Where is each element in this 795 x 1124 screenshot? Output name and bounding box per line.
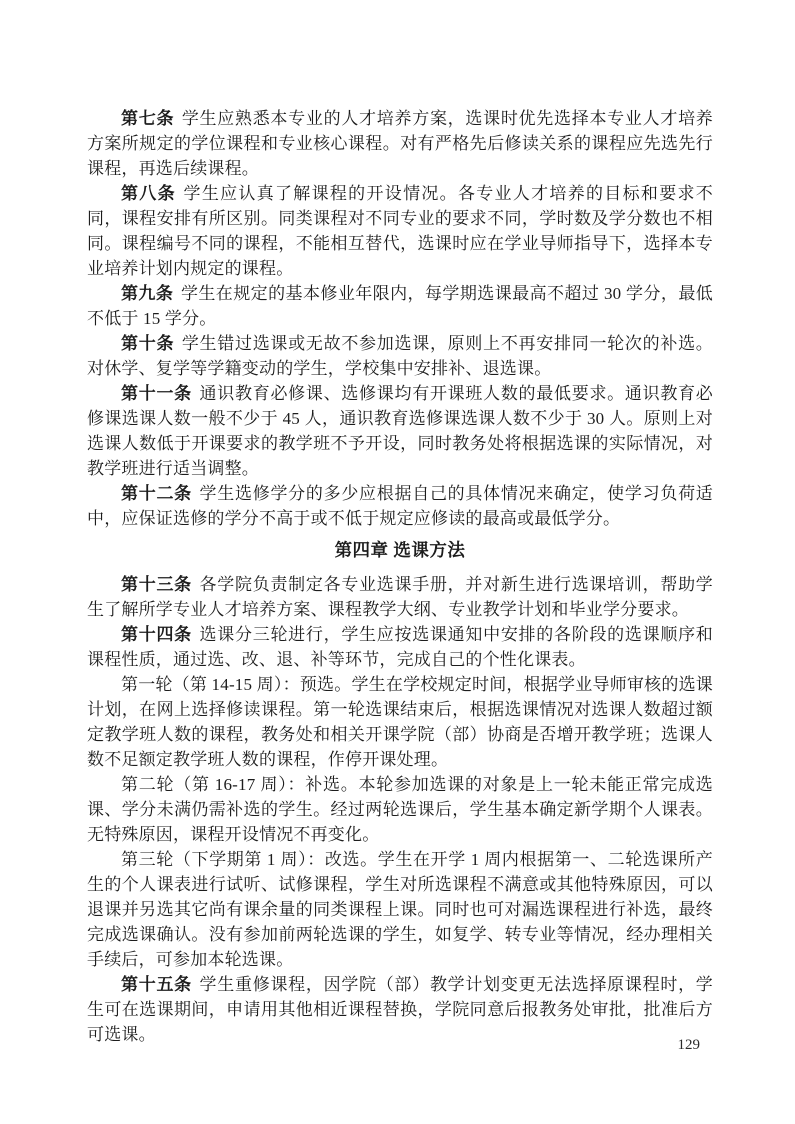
article-paragraph-11 (87, 381, 713, 481)
article-paragraph-12 (87, 481, 713, 531)
article-text: 学生错过选课或无故不参加选课，原则上不再安排同一轮次的补选。对休学、复学等学籍变动的学生，学校集中安排补、退选课。 (87, 334, 713, 378)
article-number: 第十二条 (121, 484, 192, 503)
article-number: 第十四条 (121, 625, 192, 644)
article-number: 第九条 (121, 284, 174, 303)
article-text: 通识教育必修课、选修课均有开课班人数的最低要求。通识教育必修课选课人数一般不少于 45 人，通识教育选修课选课人数不少于 30 人。原则上对选课人数低于开课要求的教学班不予开设，同时教务处将根据选课的实际情况，对教学班进行适当调整。 (87, 384, 713, 478)
article-number: 第八条 (121, 184, 176, 203)
round-two-paragraph (87, 772, 713, 847)
chapter-heading: 第四章 选课方法 (334, 540, 466, 560)
article-number: 第十一条 (121, 384, 192, 403)
article-text: 第二轮（第 16-17 周）：补选。本轮参加选课的对象是上一轮未能正常完成选课、学分未满仍需补选的学生。经过两轮选课后，学生基本确定新学期个人课表。无特殊原因，课程开设情况不再变化。 (87, 775, 713, 844)
article-text: 选课分三轮进行，学生应按选课通知中安排的各阶段的选课顺序和课程性质，通过选、改、退、补等环节，完成自己的个性化课表。 (87, 625, 713, 669)
article-text: 第三轮（下学期第 1 周）：改选。学生在开学 1 周内根据第一、二轮选课所产生的个人课表进行试听、试修课程，学生对所选课程不满意或其他特殊原因，可以退课并另选其它尚有课余量的同类课程上课。同时也可对漏选课程进行补选，最终完成选课确认。没有参加前两轮选课的学生，如复学、转专业等情况，经办理相关手续后，可参加本轮选课。 (87, 850, 713, 969)
article-text: 学生重修课程，因学院（部）教学计划变更无法选择原课程时，学生可在选课期间，申请用其他相近课程替换，学院同意后报教务处审批，批准后方可选课。 (87, 975, 713, 1044)
article-number: 第十三条 (121, 575, 192, 594)
article-text: 学生应熟悉本专业的人才培养方案，选课时优先选择本专业人才培养方案所规定的学位课程和专业核心课程。对有严格先后修读关系的课程应先选先行课程，再选后续课程。 (87, 109, 713, 178)
article-number: 第十条 (121, 334, 175, 353)
article-paragraph-13 (87, 572, 713, 622)
article-paragraph-7 (87, 106, 713, 181)
article-text: 学生选修学分的多少应根据自己的具体情况来确定，使学习负荷适中，应保证选修的学分不高于或不低于规定应修读的最高或最低学分。 (87, 484, 713, 528)
round-one-paragraph (87, 672, 713, 772)
article-text: 学生应认真了解课程的开设情况。各专业人才培养的目标和要求不同，课程安排有所区别。同类课程对不同专业的要求不同，学时数及学分数也不相同。课程编号不同的课程，不能相互替代，选课时应在学业导师指导下，选择本专业培养计划内规定的课程。 (87, 184, 713, 278)
article-text: 第一轮（第 14-15 周）：预选。学生在学校规定时间，根据学业导师审核的选课计划，在网上选择修读课程。第一轮选课结束后，根据选课情况对选课人数超过额定教学班人数的课程，教务处和相关开课学院（部）协商是否增开教学班；选课人数不足额定教学班人数的课程，作停开课处理。 (87, 675, 713, 769)
article-paragraph-14 (87, 622, 713, 672)
article-number: 第十五条 (121, 975, 192, 994)
article-text: 学生在规定的基本修业年限内，每学期选课最高不超过 30 学分，最低不低于 15 学分。 (87, 284, 713, 328)
page-number: 129 (677, 1037, 700, 1053)
article-paragraph-9 (87, 281, 713, 331)
article-paragraph-8 (87, 181, 713, 281)
article-text: 各学院负责制定各专业选课手册，并对新生进行选课培训，帮助学生了解所学专业人才培养方案、课程教学大纲、专业教学计划和毕业学分要求。 (87, 575, 713, 619)
article-paragraph-15 (87, 972, 713, 1047)
round-three-paragraph (87, 847, 713, 972)
article-paragraph-10 (87, 331, 713, 381)
article-number: 第七条 (121, 109, 175, 128)
